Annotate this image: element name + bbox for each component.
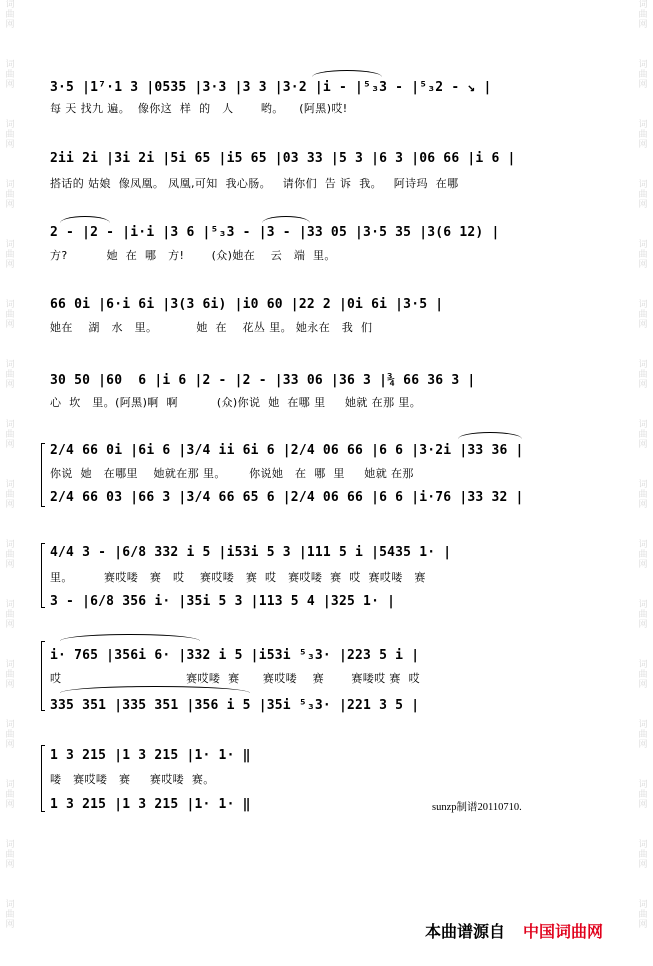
upper-voice-notation: 4/4 3 - |6/8 332 i 5 |i53i 5 3 |111 5 i |5435 1· |	[50, 545, 452, 560]
notation-line: 66 0i |6·i 6i |3(3 6i) |i0 60 |22 2 |0i 6i |3·5 |	[50, 297, 444, 312]
system-bracket	[41, 443, 45, 507]
watermark: 词 曲 网	[638, 720, 648, 750]
watermark: 词 曲 网	[5, 180, 15, 210]
watermark: 词 曲 网	[5, 540, 15, 570]
lyrics-line: 每 天 找九 遍。 像你这 样 的 人 哟。 (阿黑)哎!	[50, 102, 348, 115]
watermark: 词 曲 网	[638, 60, 648, 90]
right-watermark-column	[635, 0, 651, 966]
watermark: 词 曲 网	[638, 660, 648, 690]
lyrics-line: 里。 赛哎喽 赛 哎 赛哎喽 赛 哎 赛哎喽 赛 哎 赛哎喽 赛	[50, 571, 426, 584]
source-footer	[425, 919, 603, 942]
lyrics-line: 心 坎 里。(阿黑)啊 啊 (众)你说 她 在哪 里 她就 在那 里。	[50, 396, 422, 409]
watermark: 词 曲 网	[638, 0, 648, 30]
watermark: 词 曲 网	[5, 300, 15, 330]
notation-line: 30 50 |60 6 |i 6 |2 - |2 - |33 06 |36 3 |¾ 66 36 3 |	[50, 373, 476, 388]
watermark: 词 曲 网	[5, 420, 15, 450]
upper-voice-notation: 1 3 215 |1 3 215 |1· 1· ‖	[50, 748, 251, 763]
slur	[60, 686, 250, 693]
watermark: 词 曲 网	[5, 780, 15, 810]
slur	[60, 634, 200, 641]
slur	[458, 432, 522, 439]
upper-voice-notation: 2/4 66 0i |6i 6 |3/4 ii 6i 6 |2/4 06 66 |6 6 |3·2i |33 36 |	[50, 443, 524, 458]
watermark: 词 曲 网	[5, 660, 15, 690]
lyrics-line: 方? 她 在 哪 方! (众)她在 云 端 里。	[50, 249, 336, 262]
notation-line: 3·5 |1⁷·1 3 |0535 |3·3 |3 3 |3·2 |i - |⁵₃3 - |⁵₃2 - ↘ |	[50, 80, 492, 95]
watermark: 词 曲 网	[5, 0, 15, 30]
watermark: 词 曲 网	[5, 120, 15, 150]
watermark: 词 曲 网	[638, 180, 648, 210]
lower-voice-notation: 3 - |6/8 356 i· |35i 5 3 |113 5 4 |325 1· |	[50, 594, 396, 609]
source-site: 中国词曲网	[523, 922, 604, 941]
slur	[262, 216, 310, 223]
watermark: 词 曲 网	[5, 720, 15, 750]
watermark: 词 曲 网	[638, 300, 648, 330]
notation-line: 2 - |2 - |i·i |3 6 |⁵₃3 - |3 - |33 05 |3·5 35 |3(6 12) |	[50, 225, 500, 240]
watermark: 词 曲 网	[638, 120, 648, 150]
lyrics-line: 搭话的 姑娘 像凤凰。 凤凰,可知 我心肠。 请你们 告 诉 我。 阿诗玛 在哪	[50, 177, 459, 190]
upper-voice-notation: i· 765 |356i 6· |332 i 5 |i53i ⁵₃3· |223 5 i |	[50, 648, 420, 663]
watermark: 词 曲 网	[638, 600, 648, 630]
slur	[60, 216, 110, 223]
lyrics-line: 喽 赛哎喽 赛 赛哎喽 赛。	[50, 773, 215, 786]
slur	[312, 70, 382, 77]
watermark: 词 曲 网	[638, 840, 648, 870]
watermark: 词 曲 网	[638, 780, 648, 810]
lower-voice-notation: 1 3 215 |1 3 215 |1· 1· ‖	[50, 797, 251, 812]
system-bracket	[41, 745, 45, 812]
notation-line: 2ii 2i |3i 2i |5i 65 |i5 65 |03 33 |5 3 |6 3 |06 66 |i 6 |	[50, 151, 516, 166]
system-bracket	[41, 641, 45, 711]
lyrics-line: 你说 她 在哪里 她就在那 里。 你说她 在 哪 里 她就 在那	[50, 467, 414, 480]
watermark: 词 曲 网	[638, 900, 648, 930]
watermark: 词 曲 网	[638, 480, 648, 510]
watermark: 词 曲 网	[5, 60, 15, 90]
watermark: 词 曲 网	[638, 360, 648, 390]
watermark: 词 曲 网	[5, 840, 15, 870]
lyrics-line: 她在 湖 水 里。 她 在 花丛 里。 她永在 我 们	[50, 321, 373, 334]
left-watermark-column	[2, 0, 18, 966]
watermark: 词 曲 网	[5, 240, 15, 270]
lower-voice-notation: 2/4 66 03 |66 3 |3/4 66 65 6 |2/4 06 66 |6 6 |i·76 |33 32 |	[50, 490, 524, 505]
watermark: 词 曲 网	[638, 240, 648, 270]
lyrics-line: 哎 赛哎喽 赛 赛哎喽 赛 赛喽哎 赛 哎	[50, 672, 421, 685]
watermark: 词 曲 网	[5, 900, 15, 930]
watermark: 词 曲 网	[5, 600, 15, 630]
watermark: 词 曲 网	[5, 480, 15, 510]
source-label: 本曲谱源自	[425, 922, 506, 941]
lower-voice-notation: 335 351 |335 351 |356 i 5 |35i ⁵₃3· |221 3 5 |	[50, 698, 420, 713]
system-bracket	[41, 543, 45, 608]
watermark: 词 曲 网	[638, 540, 648, 570]
watermark: 词 曲 网	[638, 420, 648, 450]
watermark: 词 曲 网	[5, 360, 15, 390]
transcriber-credit: sunzp制谱20110710.	[432, 802, 522, 813]
